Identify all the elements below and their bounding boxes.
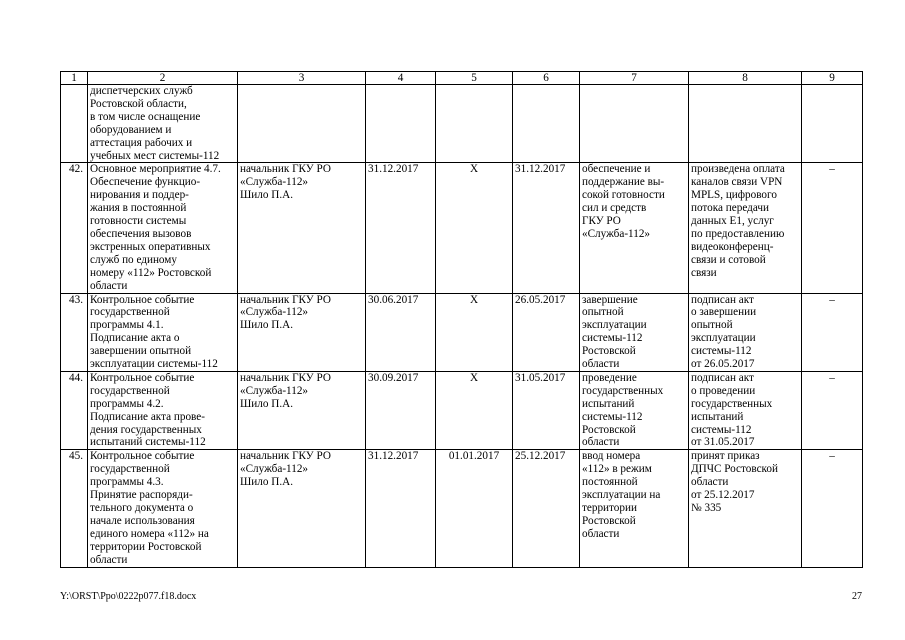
plan-start-date: 30.06.2017: [366, 293, 436, 371]
plan-end-date: 25.12.2017: [513, 450, 580, 567]
actual-result: подписан акт о проведении государственных испытаний системы-112 от 31.05.2017: [689, 371, 802, 449]
responsible-person: начальник ГКУ РО «Служба-112» Шило П.А.: [238, 163, 366, 293]
actual-start-date: X: [436, 293, 513, 371]
activity-name: Основное мероприятие 4.7. Обеспечение функцио- нирования и поддер- жания в постоянной готовности системы обеспечения вызовов экстренных оперативных служб по единому номеру «112» Ростовской области: [88, 163, 238, 293]
page-number: 27: [852, 591, 862, 602]
header-cell: 5: [436, 72, 513, 85]
note-cell: –: [802, 450, 863, 567]
actual-start-date: 01.01.2017: [436, 450, 513, 567]
actual-result: произведена оплата каналов связи VPN MPLS, цифрового потока передачи данных E1, услуг по предоставлению видеоконференц- связи и сотовой связи: [689, 163, 802, 293]
activity-name: диспетчерских служб Ростовской области, в том числе оснащение оборудованием и аттестация рабочих и учебных мест системы-112: [88, 85, 238, 163]
actual-start-date: [436, 85, 513, 163]
expected-result: проведение государственных испытаний системы-112 Ростовской области: [580, 371, 689, 449]
plan-end-date: 31.12.2017: [513, 163, 580, 293]
responsible-person: начальник ГКУ РО «Служба-112» Шило П.А.: [238, 293, 366, 371]
table-row: [61, 371, 863, 449]
plan-end-date: 31.05.2017: [513, 371, 580, 449]
plan-start-date: 30.09.2017: [366, 371, 436, 449]
actual-result: принят приказ ДПЧС Ростовской области от 25.12.2017 № 335: [689, 450, 802, 567]
activity-name: Контрольное событие государственной программы 4.1. Подписание акта о завершении опытной эксплуатации системы-112: [88, 293, 238, 371]
expected-result: завершение опытной эксплуатации системы-112 Ростовской области: [580, 293, 689, 371]
plan-start-date: 31.12.2017: [366, 163, 436, 293]
header-cell: 8: [689, 72, 802, 85]
header-cell: 2: [88, 72, 238, 85]
expected-result: [580, 85, 689, 163]
note-cell: –: [802, 293, 863, 371]
note-cell: –: [802, 371, 863, 449]
table-row: [61, 163, 863, 293]
activity-name: Контрольное событие государственной программы 4.2. Подписание акта прове- дения государственных испытаний системы-112: [88, 371, 238, 449]
responsible-person: начальник ГКУ РО «Служба-112» Шило П.А.: [238, 450, 366, 567]
header-row: [61, 72, 863, 85]
row-number: 45.: [61, 450, 88, 567]
header-cell: 9: [802, 72, 863, 85]
actual-start-date: X: [436, 371, 513, 449]
responsible-person: начальник ГКУ РО «Служба-112» Шило П.А.: [238, 371, 366, 449]
header-cell: 3: [238, 72, 366, 85]
report-table: [60, 71, 863, 568]
row-number: 44.: [61, 371, 88, 449]
header-cell: 1: [61, 72, 88, 85]
row-number: 42.: [61, 163, 88, 293]
expected-result: обеспечение и поддержание вы- сокой готовности сил и средств ГКУ РО «Служба-112»: [580, 163, 689, 293]
plan-start-date: [366, 85, 436, 163]
actual-start-date: X: [436, 163, 513, 293]
table-body: [61, 72, 863, 568]
row-number: 43.: [61, 293, 88, 371]
file-path: Y:\ORST\Ppo\0222p077.f18.docx: [60, 591, 197, 602]
table-row: [61, 85, 863, 163]
responsible-person: [238, 85, 366, 163]
plan-end-date: [513, 85, 580, 163]
note-cell: [802, 85, 863, 163]
row-number: [61, 85, 88, 163]
table-row: [61, 293, 863, 371]
header-cell: 4: [366, 72, 436, 85]
header-cell: 7: [580, 72, 689, 85]
activity-name: Контрольное событие государственной программы 4.3. Принятие распоряди- тельного документа о начале использования единого номера «112» на территории Ростовской области: [88, 450, 238, 567]
table-row: [61, 450, 863, 567]
plan-start-date: 31.12.2017: [366, 450, 436, 567]
note-cell: –: [802, 163, 863, 293]
header-cell: 6: [513, 72, 580, 85]
actual-result: подписан акт о завершении опытной эксплуатации системы-112 от 26.05.2017: [689, 293, 802, 371]
expected-result: ввод номера «112» в режим постоянной эксплуатации на территории Ростовской области: [580, 450, 689, 567]
plan-end-date: 26.05.2017: [513, 293, 580, 371]
actual-result: [689, 85, 802, 163]
